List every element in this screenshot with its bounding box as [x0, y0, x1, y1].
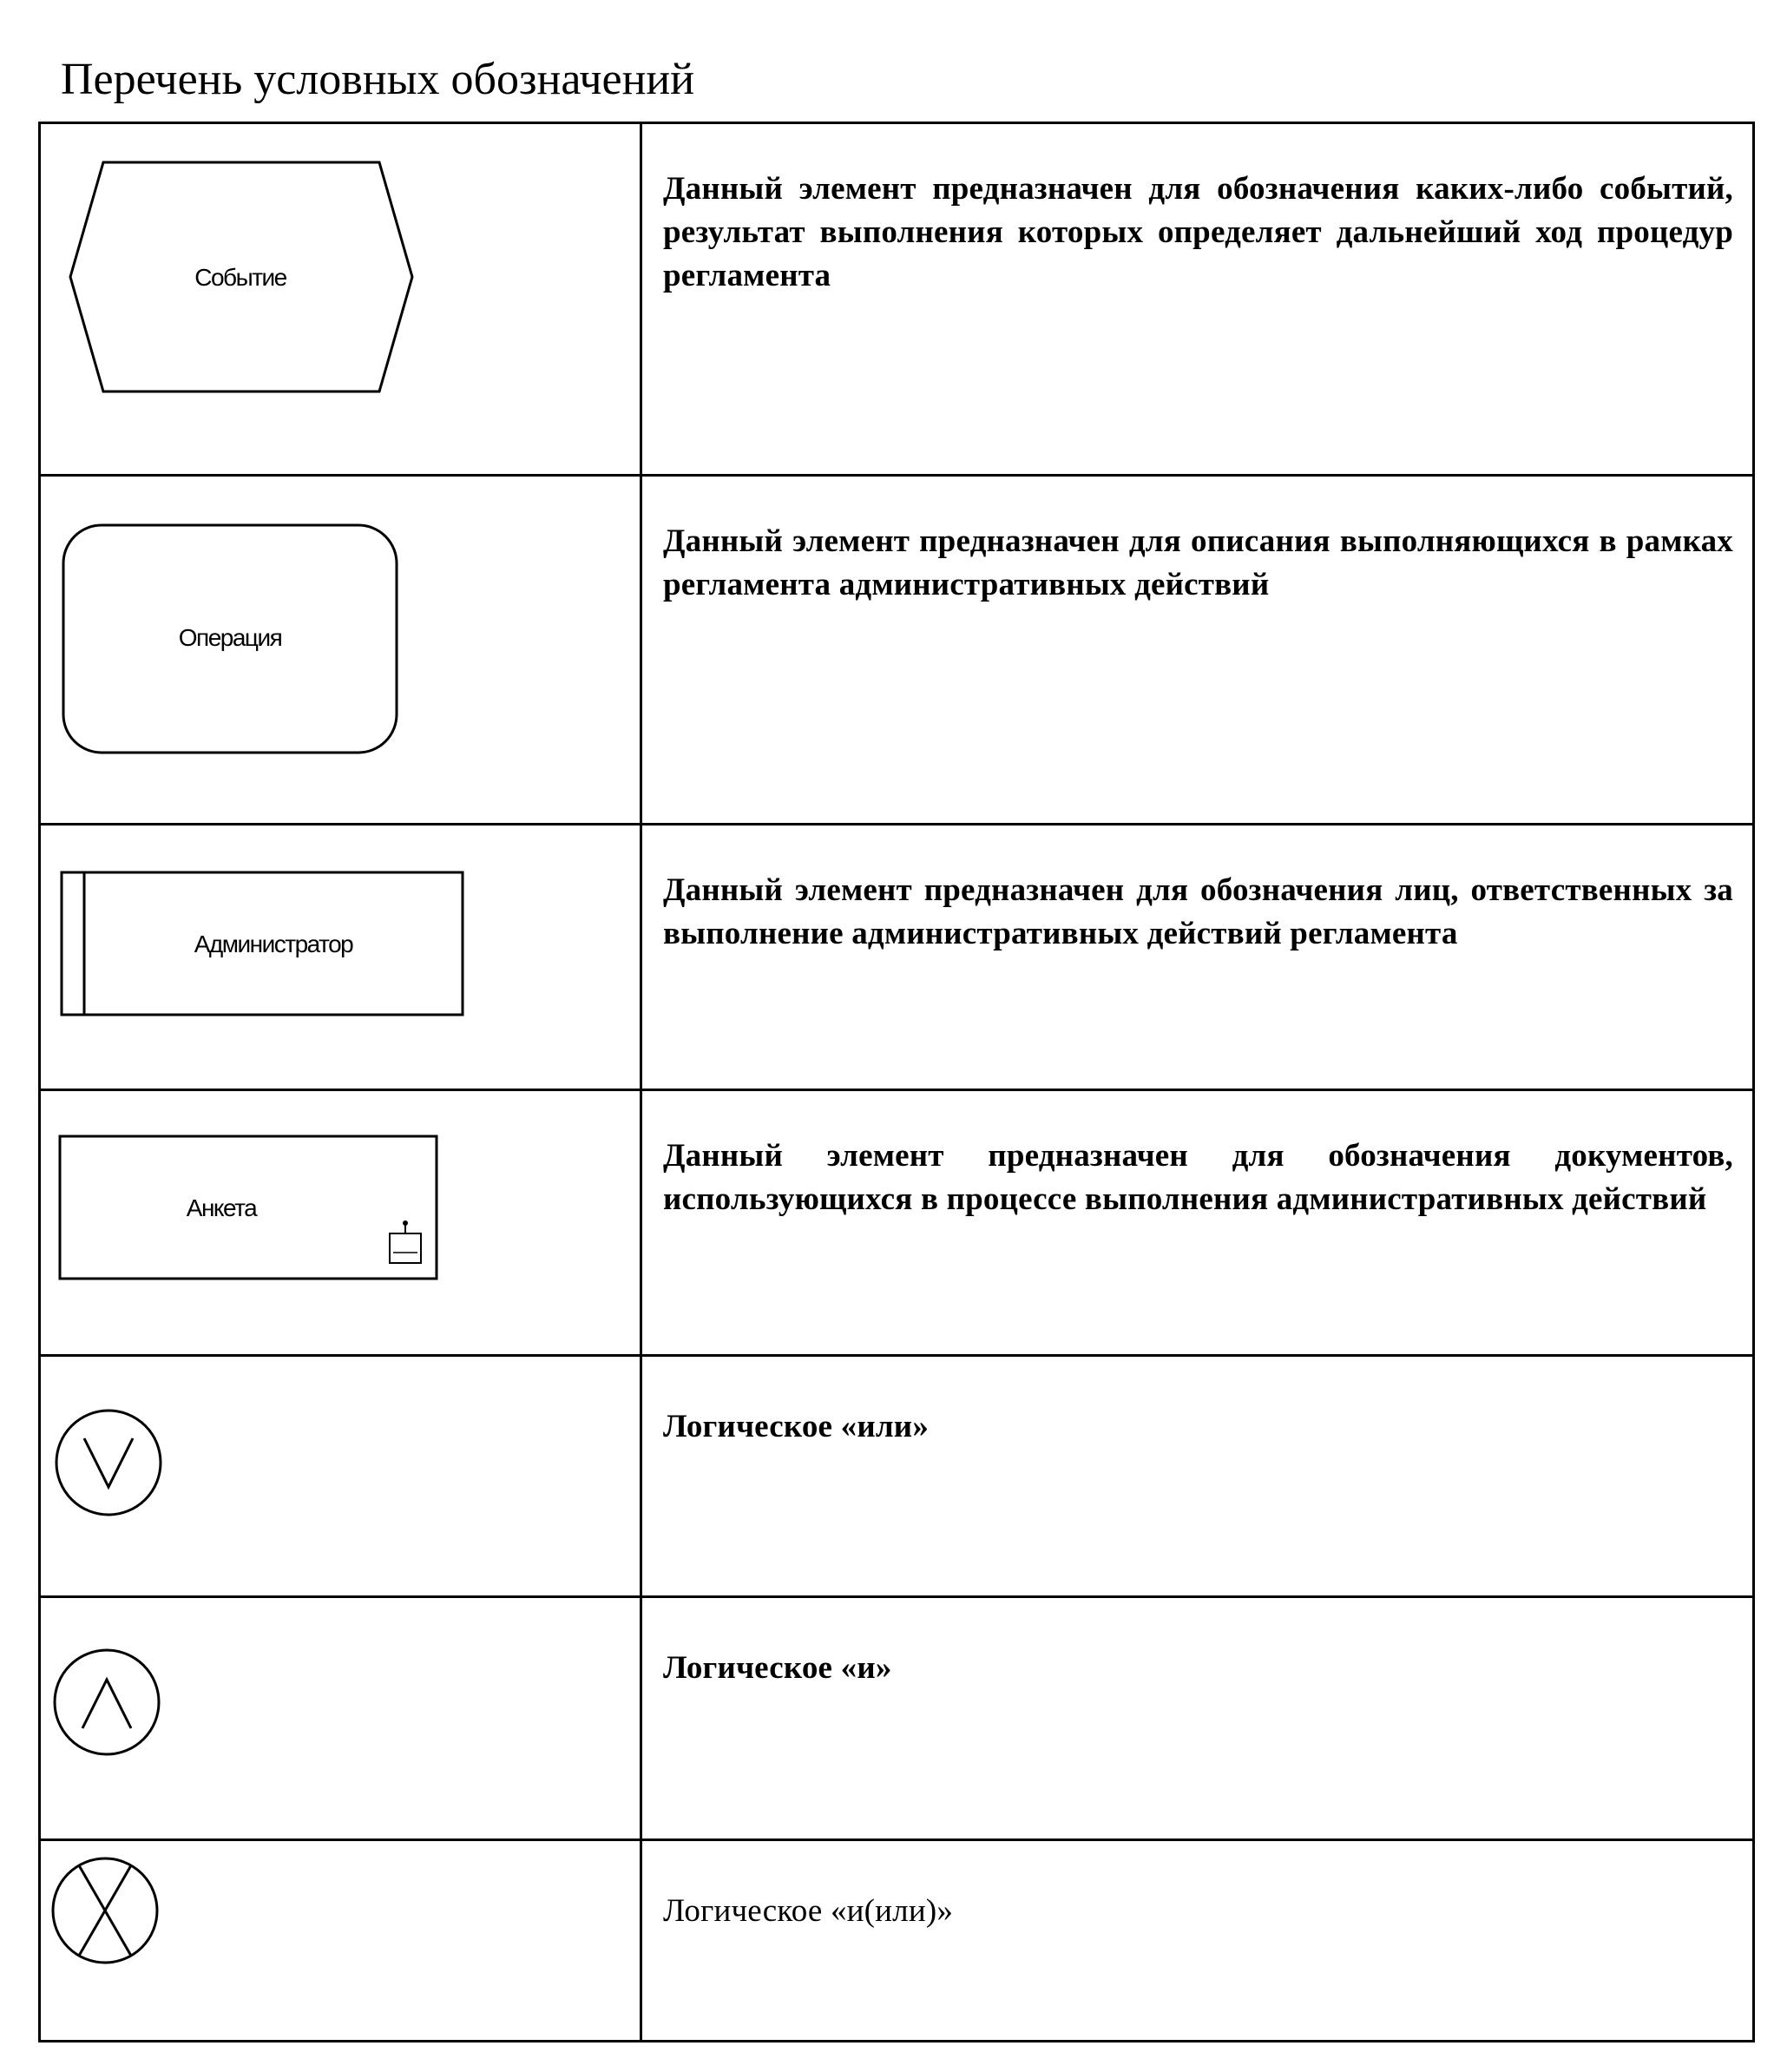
xor-circle-icon: [49, 1853, 171, 1975]
symbol-cell: [40, 476, 641, 825]
table-row: [40, 1356, 1754, 1597]
page-title: Перечень условных обозначений: [61, 54, 695, 104]
table-row: [40, 1090, 1754, 1356]
symbol-label: Операция: [178, 624, 282, 651]
symbol-label: Событие: [194, 264, 286, 291]
description-text: Логическое «или»: [663, 1409, 930, 1444]
description-cell: [641, 1090, 1754, 1356]
symbol-cell: [40, 1356, 641, 1597]
description-text: Данный элемент предназначен для обозначения документов, использующихся в процессе выполнения административных действий: [663, 1138, 1733, 1217]
description-text: Логическое «и»: [663, 1650, 892, 1686]
symbol-cell: [40, 123, 641, 476]
document-icon: [390, 1220, 421, 1263]
description-cell: [641, 1597, 1754, 1840]
description-cell: [641, 825, 1754, 1090]
table-row: [40, 123, 1754, 476]
symbol-cell: [40, 1090, 641, 1356]
description-cell: [641, 476, 1754, 825]
description-cell: [641, 1840, 1754, 2042]
table-row: [40, 1840, 1754, 2042]
description-text: Данный элемент предназначен для обозначения каких-либо событий, результат выполнения которых определяет дальнейший ход процедур регламента: [663, 171, 1733, 293]
description-text: Логическое «и(или)»: [663, 1893, 954, 1929]
table-row: [40, 1597, 1754, 1840]
symbol-cell: [40, 1840, 641, 2042]
table-row: [40, 825, 1754, 1090]
rounded-rect-shape: [58, 520, 423, 780]
description-cell: [641, 1356, 1754, 1597]
description-text: Данный элемент предназначен для обозначения лиц, ответственных за выполнение административных действий регламента: [663, 872, 1733, 951]
table-row: [40, 476, 1754, 825]
hexagon-shape: [58, 159, 423, 419]
description-text: Данный элемент предназначен для описания выполняющихся в рамках регламента административных действий: [663, 523, 1733, 602]
description-cell: [641, 123, 1754, 476]
symbol-cell: [40, 1597, 641, 1840]
lane-rect-shape: [58, 869, 509, 1034]
symbol-label: Администратор: [194, 931, 353, 957]
or-circle-icon: [53, 1405, 174, 1527]
document-rect-shape: [56, 1133, 456, 1298]
and-circle-icon: [51, 1645, 173, 1766]
symbol-cell: [40, 825, 641, 1090]
legend-table: [38, 122, 1755, 2042]
symbol-label: Анкета: [186, 1194, 257, 1221]
